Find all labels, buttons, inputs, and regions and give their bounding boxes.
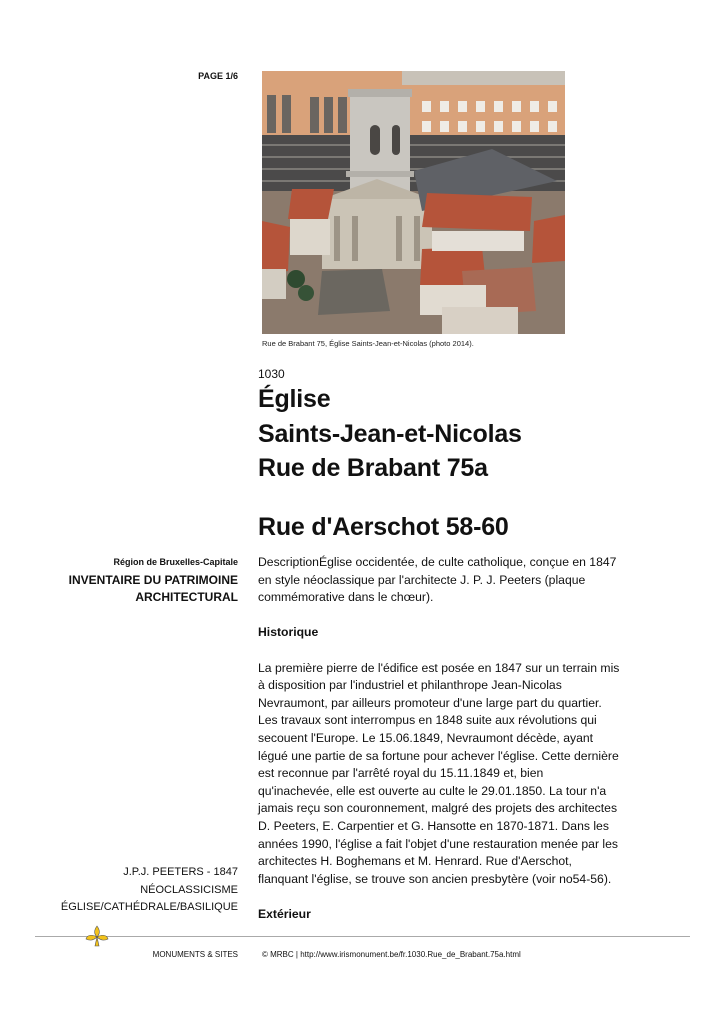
entry-title [258, 382, 522, 544]
historique-heading: Historique [258, 625, 319, 640]
architect-meta: J.P.J. PEETERS - 1847 [123, 866, 238, 878]
inventory-title [40, 572, 238, 606]
footer-brand: MONUMENTS & SITES [152, 950, 238, 959]
title-line: Saints-Jean-et-Nicolas [258, 419, 522, 448]
footer-divider [35, 936, 690, 937]
typology-meta: ÉGLISE/CATHÉDRALE/BASILIQUE [60, 901, 238, 913]
title-line: Rue de Brabant 75a [258, 454, 488, 482]
footer-copyright-link[interactable]: © MRBC | http://www.irismonument.be/fr.1030.Rue_de_Brabant.75a.html [262, 950, 521, 959]
inventory-line: ARCHITECTURAL [135, 590, 238, 604]
style-meta: NÉOCLASSICISME [140, 884, 238, 896]
region-label: Région de Bruxelles-Capitale [113, 557, 238, 567]
description-paragraph: DescriptionÉglise occidentée, de culte catholique, conçue en 1847 en style néoclassique par l'architecte J. P. J. Peeters (plaque commémorative dans le chœur). [258, 555, 617, 605]
title-line: Église [258, 385, 331, 413]
photo-caption: Rue de Brabant 75, Église Saints-Jean-et-Nicolas (photo 2014). [262, 339, 474, 348]
iris-flower-icon [84, 924, 110, 948]
main-text [258, 554, 620, 923]
inventory-line: INVENTAIRE DU PATRIMOINE [68, 573, 238, 587]
title-line: Rue d'Aerschot 58-60 [258, 512, 509, 541]
page-number: PAGE 1/6 [198, 71, 238, 81]
historique-paragraph: La première pierre de l'édifice est posée en 1847 sur un terrain mis à disposition par l'industriel et philanthrope Jean-Nicolas Nevraumont, par ailleurs promoteur d'une large part du quartier. Les travaux sont interrompus en 1848 suite aux révolutions qui secouent l'Europe. Le 15.06.1849, Nevraumont décède, ayant légué une partie de sa fortune pour achever l'église. Cette dernière est reconnue par l'arrêté royal du 15.11.1849 et, bien qu'inachevée, elle est ouverte au culte le 29.01.1850. La tour n'a jamais reçu son couronnement, malgré des projets des architectes D. Peeters, E. Carpentier et G. Hansotte en 1870-1871. Dans les années 1990, l'église a fait l'objet d'une restauration menée par les architectes H. Boghemans et M. Henrard. Rue d'Aerschot, flanquant l'église, se trouve son ancien presbytère (voir no54-56). [258, 660, 620, 886]
exterieur-heading: Extérieur [258, 906, 311, 921]
church-photo [262, 71, 565, 334]
postal-code: 1030 [258, 367, 285, 381]
